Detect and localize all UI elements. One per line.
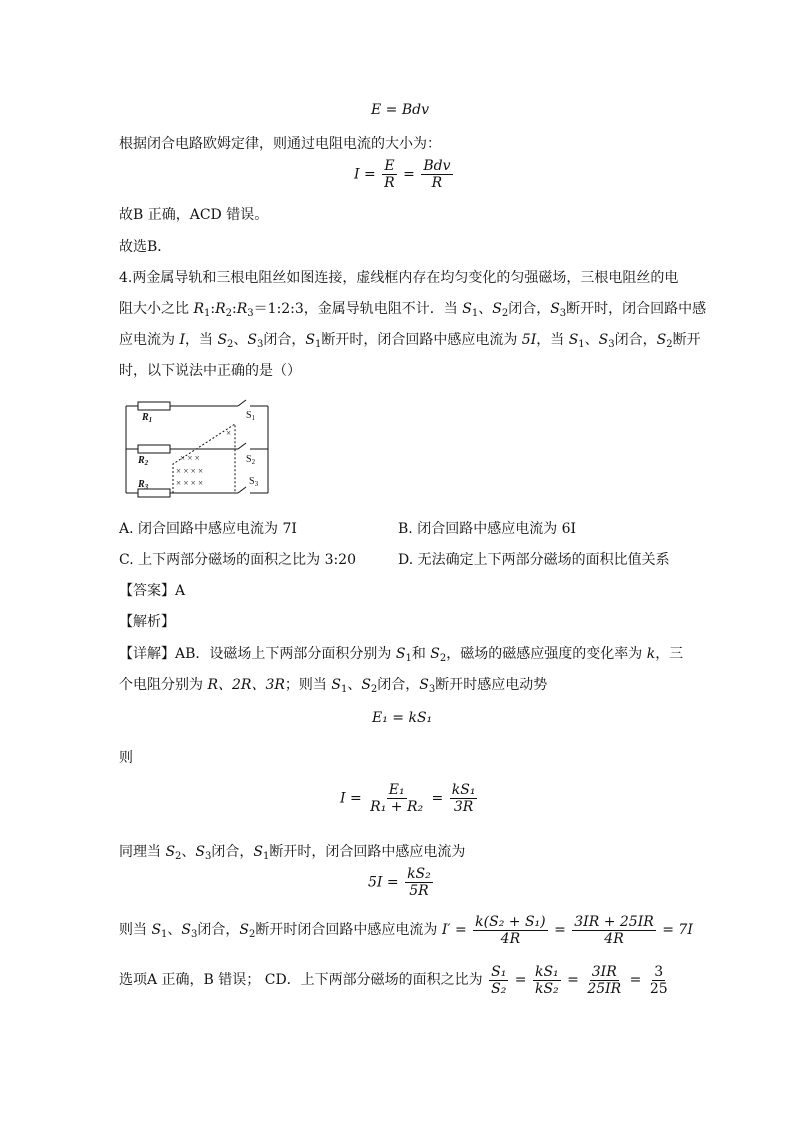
equation-i-prime: I′ = $\frac{\text{k(S₂ + S₁)}}{4R}$ = $\frac{3IR + 25IR}{4R}$ = 7I — [441, 913, 693, 947]
svg-text:R2: $R_2$ — [138, 455, 149, 467]
detail-line-2: 个电阻分别为 R、2R、3R；则当 $S_1$、$S_2$闭合，$S_3$断开时感应电动势 — [119, 677, 548, 695]
svg-text:S2: $S_2$ — [246, 454, 256, 466]
svg-text:×: × — [226, 428, 232, 438]
equation-ratio: $\frac{\text{S₁}}{\text{S₂}}$ = $\frac{\text{kS₁}}{\text{kS₂}}$ = $\frac{3IR}{25IR}$ = $\frac{3}{25}$ — [491, 963, 668, 997]
answer-label: 【答案】A — [119, 583, 186, 599]
equation-i: I = $\frac{\text{E₁}}{\text{R₁ + R₂}}$ = $\frac{\text{kS₁}}{3R}$ — [340, 782, 476, 815]
equation-emf: E = Bdv — [371, 102, 430, 118]
text-then: 则 — [119, 750, 133, 766]
option-c[interactable]: C. 上下两部分磁场的面积之比为 3:20 — [119, 552, 357, 568]
equation-5i: 5I = $\frac{\text{kS₂}}{5R}$ — [368, 866, 431, 899]
option-d[interactable]: D. 无法确定上下两部分磁场的面积比值关系 — [398, 552, 670, 568]
question-line-3: 应电流为 I，当 $S_2$、$S_3$闭合，$S_1$断开时，闭合回路中感应电流为 5I，当 $S_1$、$S_3$闭合，$S_2$断开 — [119, 332, 701, 350]
switch-s2 — [238, 443, 246, 449]
question-line-2: 阻大小之比 $R_1:R_2:R_3=1:2:3$，金属导轨电阻不计．当 $S_1$、$S_2$闭合，$S_3$断开时，闭合回路中感 — [119, 301, 707, 319]
equation-e1: E₁ = kS₁ — [372, 710, 433, 726]
resistor-r2 — [138, 445, 170, 453]
svg-text:S1: $S_1$ — [246, 410, 256, 422]
text-then-current: 则当 $S_1$、$S_3$闭合，$S_2$断开时闭合回路中感应电流为 I′ = $\frac{\text{k(S₂ + S₁)}}{4R}$ = $\frac{3IR + 25IR}{4R}$ = 7I — [119, 913, 693, 947]
question-line-1: 4.两金属导轨和三根电阻丝如图连接，虚线框内存在均匀变化的匀强磁场，三根电阻丝的电 — [119, 270, 679, 286]
analysis-label: 【解析】 — [119, 614, 175, 630]
svg-text:× × × ×: × × × × — [176, 466, 204, 476]
svg-text:R1: $R_1$ — [142, 412, 153, 424]
option-b[interactable]: B. 闭合回路中感应电流为 6I — [398, 521, 577, 537]
text-similarly: 同理当 $S_2$、$S_3$闭合，$S_1$断开时，闭合回路中感应电流为 — [119, 844, 466, 862]
text-ohm-law: 根据闭合电路欧姆定律，则通过电阻电流的大小为： — [119, 136, 441, 152]
detail-line-1: 【详解】AB．设磁场上下两部分面积分别为 $S_1$和 $S_2$，磁场的磁感应强度的变化率为 k，三 — [119, 646, 684, 664]
option-a[interactable]: A. 闭合回路中感应电流为 7I — [119, 521, 297, 537]
switch-s3 — [238, 487, 246, 493]
equation-current: I = $\frac{E}{R}$ = $\frac{\text{Bdv}}{R}$ — [354, 158, 451, 191]
switch-s1 — [238, 400, 246, 406]
resistor-r1 — [138, 402, 170, 410]
svg-text:× × ×: × × × — [180, 453, 200, 463]
question-line-4: 时，以下说法中正确的是（） — [119, 363, 301, 379]
resistor-r3 — [138, 489, 170, 497]
text-conclusion-2: 故选B． — [119, 239, 172, 255]
svg-text:S3: $S_3$ — [249, 476, 259, 488]
text-area-ratio: 选项A 正确，B 错误； CD．上下两部分磁场的面积之比为 $\frac{\text{S₁}}{\text{S₂}}$ = $\frac{\text{kS₁}}{\text{kS₂}}$ = $\frac{3IR}{25IR}$ = $\frac{3}{25}$ — [119, 962, 672, 998]
text-conclusion-1: 故B 正确，ACD 错误。 — [119, 207, 269, 223]
circuit-diagram — [118, 396, 278, 498]
svg-text:R3: $R_3$ — [138, 479, 149, 491]
svg-text:× × × ×: × × × × — [176, 478, 204, 488]
